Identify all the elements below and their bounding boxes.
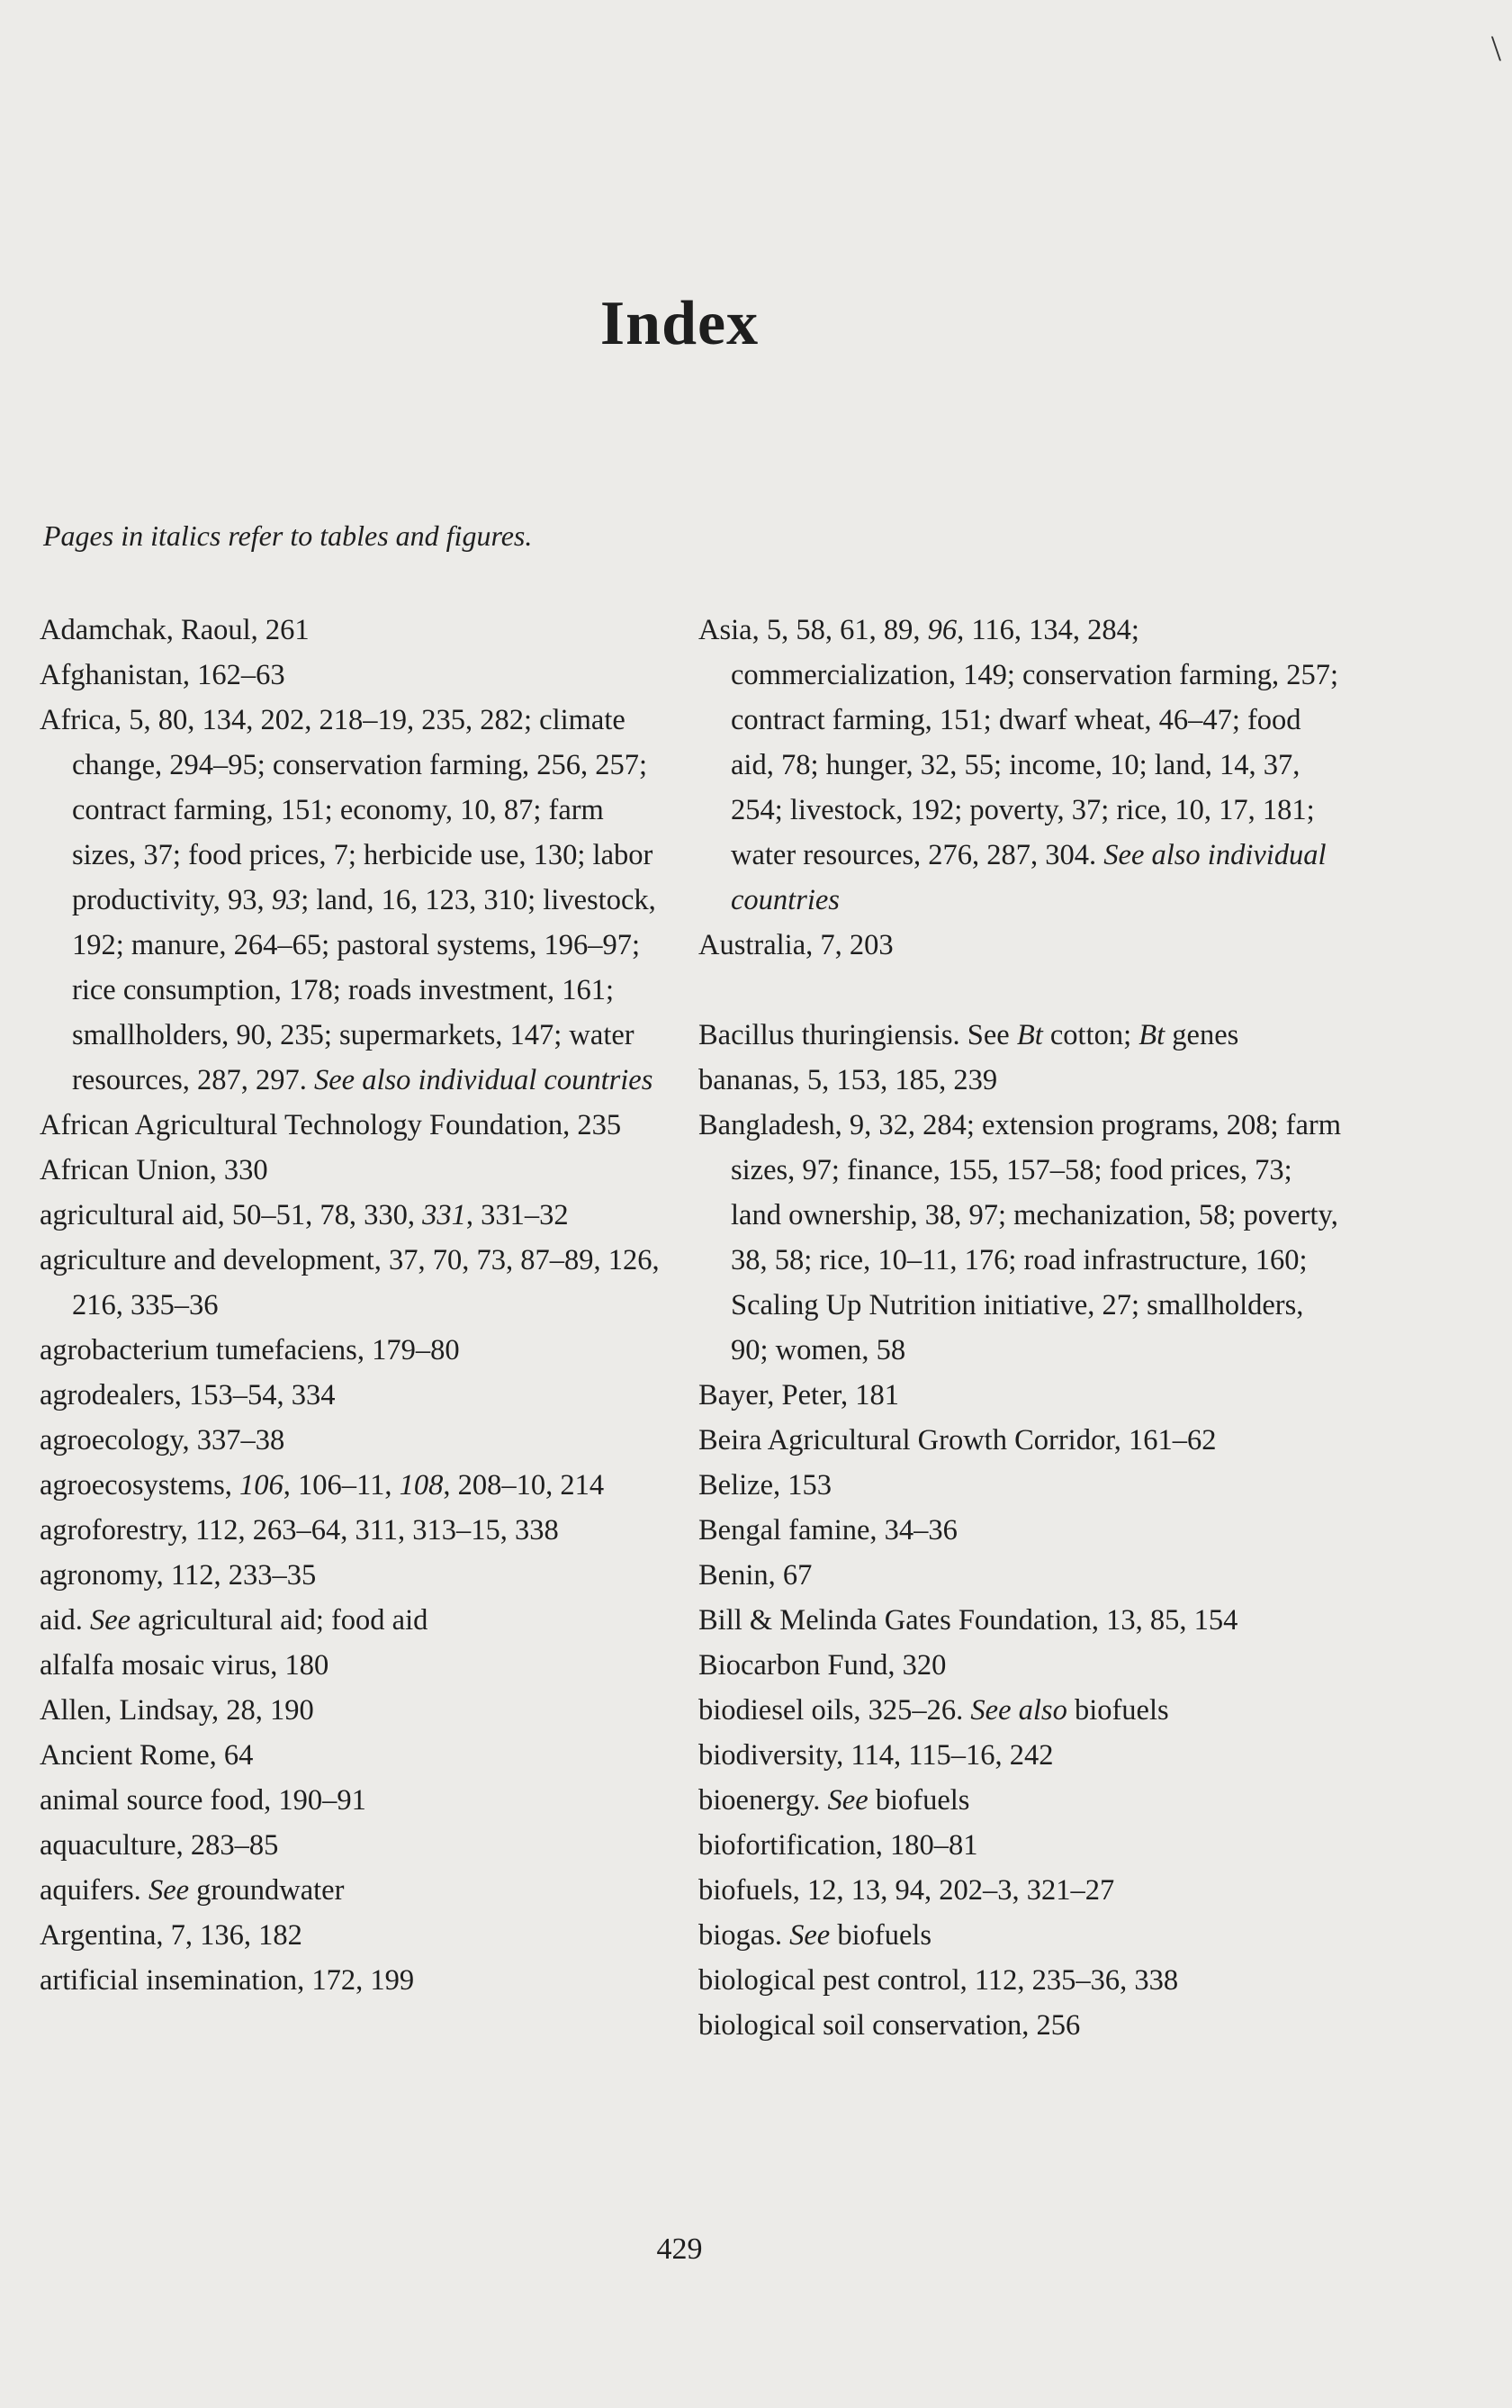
index-entry: Bill & Melinda Gates Foundation, 13, 85, 154 <box>698 1604 1238 1637</box>
index-entry: Beira Agricultural Growth Corridor, 161–62 <box>698 1424 1217 1457</box>
index-entry: Benin, 67 <box>698 1559 813 1592</box>
italic-text: Bt <box>1016 1019 1043 1051</box>
index-entry: alfalfa mosaic virus, 180 <box>40 1649 329 1682</box>
index-entry: African Agricultural Technology Foundation, 235 <box>40 1109 622 1141</box>
page-title: Index <box>599 289 760 358</box>
index-entry: bananas, 5, 153, 185, 239 <box>698 1064 998 1096</box>
index-entry: Adamchak, Raoul, 261 <box>40 614 310 646</box>
index-entry: agrobacterium tumefaciens, 179–80 <box>40 1334 460 1366</box>
index-entry: Bayer, Peter, 181 <box>698 1379 900 1411</box>
index-entry: agroforestry, 112, 263–64, 311, 313–15, 338 <box>40 1514 559 1547</box>
index-entry: biofortification, 180–81 <box>698 1829 978 1862</box>
index-entry: agronomy, 112, 233–35 <box>40 1559 317 1592</box>
index-entry: Asia, 5, 58, 61, 89, 96, 116, 134, 284; commercialization, 149; conservation farming, 257; contract farming, 151; dwarf wheat, 46–47; food aid, 78; hunger, 32, 55; income, 10; land, 14, 37, 254; livestock, 192; poverty, 37; rice, 10, 17, 181; water resources, 276, 287, 304. See also individual countries <box>698 614 1339 916</box>
index-entry: biodiversity, 114, 115–16, 242 <box>698 1739 1054 1772</box>
italic-text: See also individual countries <box>313 1064 653 1096</box>
italics-note: Pages in italics refer to tables and figures. <box>43 519 533 552</box>
index-entry: agricultural aid, 50–51, 78, 330, 331, 331–32 <box>40 1199 569 1231</box>
index-entry: Ancient Rome, 64 <box>40 1739 254 1772</box>
index-column-right <box>698 608 1346 2048</box>
index-entry: animal source food, 190–91 <box>40 1784 366 1817</box>
index-entry: Africa, 5, 80, 134, 202, 218–19, 235, 282; climate change, 294–95; conservation farming, 256, 257; contract farming, 151; economy, 10, 87; farm sizes, 37; food prices, 7; herbicide use, 130; labor productivity, 93, 93; land, 16, 123, 310; livestock, 192; manure, 264–65; pastoral systems, 196–97; rice consumption, 178; roads investment, 161; smallholders, 90, 235; supermarkets, 147; water resources, 287, 297. See also individual countries <box>40 704 656 1096</box>
italic-text: See <box>148 1874 190 1907</box>
italic-text: See also <box>970 1694 1067 1727</box>
index-entry: biodiesel oils, 325–26. See also biofuels <box>698 1694 1169 1727</box>
italic-text: 93 <box>271 884 302 916</box>
index-entry: Bangladesh, 9, 32, 284; extension programs, 208; farm sizes, 97; finance, 155, 157–58; food prices, 73; land ownership, 38, 97; mechanization, 58; poverty, 38, 58; rice, 10–11, 176; road infrastructure, 160; Scaling Up Nutrition initiative, 27; smallholders, 90; women, 58 <box>698 1109 1341 1366</box>
italic-text: See <box>89 1604 131 1637</box>
index-entry: Bengal famine, 34–36 <box>698 1514 958 1547</box>
index-entry: biogas. See biofuels <box>698 1919 932 1952</box>
index-entry: agrodealers, 153–54, 334 <box>40 1379 336 1411</box>
index-entry: biofuels, 12, 13, 94, 202–3, 321–27 <box>698 1874 1115 1907</box>
page-number: 429 <box>656 2232 703 2266</box>
index-entry: African Union, 330 <box>40 1154 268 1186</box>
index-entry: aquaculture, 283–85 <box>40 1829 279 1862</box>
index-entry: Belize, 153 <box>698 1469 832 1502</box>
index-entry: Allen, Lindsay, 28, 190 <box>40 1694 314 1727</box>
italic-text: See also individual countries <box>731 839 1327 916</box>
index-entry: Bacillus thuringiensis. See Bt cotton; Bt genes <box>698 1019 1239 1051</box>
italic-text: 108 <box>399 1469 444 1502</box>
italic-text: 106 <box>239 1469 284 1502</box>
italic-text: 331 <box>422 1199 466 1231</box>
index-column-left <box>40 608 670 2003</box>
index-entry: Argentina, 7, 136, 182 <box>40 1919 302 1952</box>
italic-text: 96 <box>927 614 958 646</box>
index-entry: biological pest control, 112, 235–36, 338 <box>698 1964 1179 1997</box>
italic-text: See <box>827 1784 868 1817</box>
index-entry: Biocarbon Fund, 320 <box>698 1649 947 1682</box>
index-entry: agroecosystems, 106, 106–11, 108, 208–10, 214 <box>40 1469 605 1502</box>
index-entry: bioenergy. See biofuels <box>698 1784 970 1817</box>
index-entry: agroecology, 337–38 <box>40 1424 285 1457</box>
page-edge-mark: \ <box>1490 28 1501 68</box>
index-entry: Australia, 7, 203 <box>698 929 894 961</box>
index-entry: agriculture and development, 37, 70, 73, 87–89, 126, 216, 335–36 <box>40 1244 660 1321</box>
italic-text: Bt <box>1138 1019 1166 1051</box>
index-entry: Afghanistan, 162–63 <box>40 659 285 691</box>
index-entry: aquifers. See groundwater <box>40 1874 345 1907</box>
italic-text: See <box>789 1919 831 1952</box>
index-entry: biological soil conservation, 256 <box>698 2009 1081 2042</box>
index-entry: artificial insemination, 172, 199 <box>40 1964 415 1997</box>
index-entry: aid. See agricultural aid; food aid <box>40 1604 428 1637</box>
